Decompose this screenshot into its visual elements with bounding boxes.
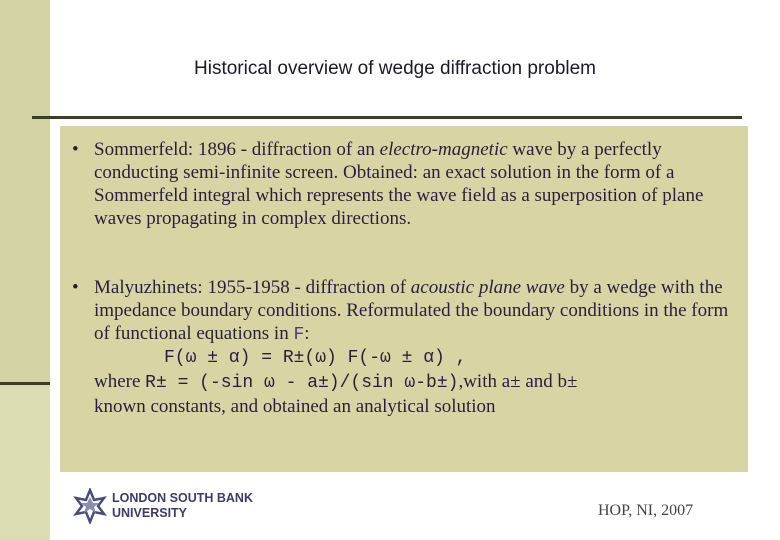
bullet-malyuzhinets (66, 276, 742, 418)
function-symbol: F (293, 325, 305, 345)
bullet-marker: • (72, 277, 79, 298)
bullet-name: Malyuzhinets: (94, 277, 203, 298)
bullet-marker: • (72, 139, 79, 160)
slide-title: Historical overview of wedge diffraction problem (194, 58, 596, 79)
logo-line-2: UNIVERSITY (112, 506, 188, 520)
bullet-name: Sommerfeld: (94, 139, 194, 160)
bullet-italic-text: acoustic plane wave (410, 277, 565, 298)
where-label: where (94, 371, 146, 392)
bullet-text: : (304, 323, 310, 344)
title-divider (32, 116, 742, 119)
functional-equation: F(ω ± α) = R±(ω) F(-ω ± α) , (164, 348, 467, 368)
constants-text: ,with a± and b± (458, 371, 578, 392)
content-panel (60, 126, 748, 472)
university-logo (66, 484, 266, 528)
reflection-coefficient-equation: R± = (-sin ω - a±)/(sin ω-b±) (145, 373, 459, 393)
left-band-upper (0, 0, 50, 382)
bullet-text: 1955-1958 - diffraction of (202, 277, 411, 298)
lsbu-star-logo-icon (72, 488, 108, 524)
left-band-divider (0, 382, 50, 385)
bullet-text: by a wedge with the impedance boundary conditions. Reformulated the boundary conditions in the form of functional equations in (94, 277, 729, 344)
bullet-text: 1896 - diffraction of an (193, 139, 380, 160)
logo-text (112, 491, 253, 521)
bullet-tail-text: known constants, and obtained an analytical solution (94, 396, 496, 417)
bullet-italic-text: electro-magnetic (379, 139, 508, 160)
bullet-text: wave by a perfectly conducting semi-infinite screen. Obtained: an exact solution in the form of a Sommerfeld integral which represents the wave field as a superposition of plane waves propagating in complex directions. (94, 139, 704, 229)
bullet-sommerfeld (66, 138, 742, 230)
footer-text: HOP, NI, 2007 (598, 502, 694, 519)
logo-line-1: LONDON SOUTH BANK (112, 491, 253, 505)
